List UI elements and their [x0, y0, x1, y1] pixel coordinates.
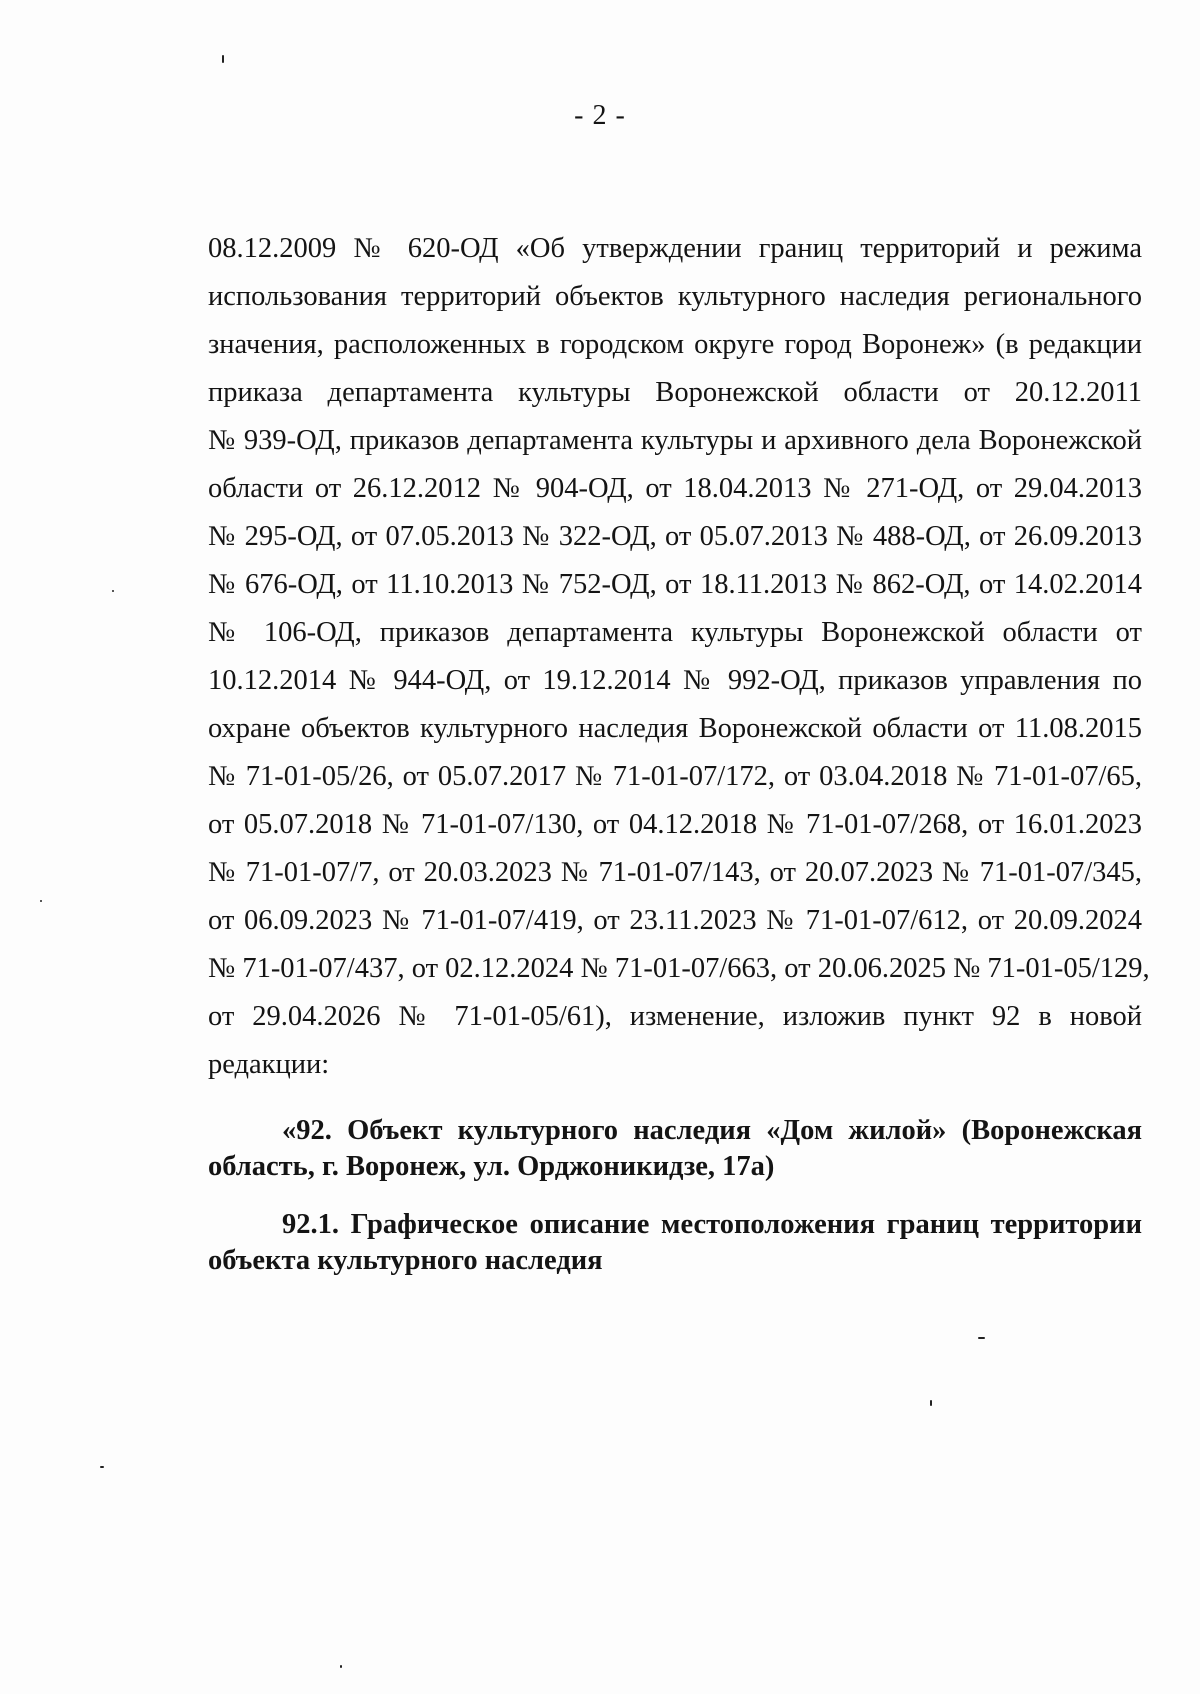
scan-speck [930, 1400, 932, 1406]
heading-line: объекта культурного наследия [208, 1245, 603, 1276]
scan-speck [222, 55, 224, 63]
body-line: № 106-ОД, приказов департамента культуры Воронежской области от [208, 617, 1142, 648]
body-line: приказа департамента культуры Воронежской области от 20.12.2011 [208, 377, 1142, 408]
section-heading-92-1 [208, 1207, 1142, 1279]
scan-speck [112, 590, 114, 592]
scan-speck [978, 1337, 985, 1339]
body-line: значения, расположенных в городском округе город Воронеж» (в редакции [208, 329, 1142, 360]
heading-line: 92.1. Графическое описание местоположения границ территории [282, 1209, 1142, 1240]
scan-speck [40, 900, 42, 902]
body-line: № 71-01-07/7, от 20.03.2023 № 71-01-07/143, от 20.07.2023 № 71-01-07/345, [208, 857, 1142, 888]
scan-speck [340, 1665, 342, 1668]
body-line: № 676-ОД, от 11.10.2013 № 752-ОД, от 18.11.2013 № 862-ОД, от 14.02.2014 [208, 569, 1142, 600]
body-line: использования территорий объектов культурного наследия регионального [208, 281, 1142, 312]
scan-speck [100, 1466, 104, 1468]
body-line: № 71-01-07/437, от 02.12.2024 № 71-01-07/663, от 20.06.2025 № 71-01-05/129, [208, 953, 1150, 984]
page-number: - 2 - [574, 100, 626, 131]
body-line: редакции: [208, 1049, 330, 1080]
heading-line: область, г. Воронеж, ул. Орджоникидзе, 17а) [208, 1151, 775, 1182]
body-line: № 71-01-05/26, от 05.07.2017 № 71-01-07/172, от 03.04.2018 № 71-01-07/65, [208, 761, 1142, 792]
body-line: от 05.07.2018 № 71-01-07/130, от 04.12.2018 № 71-01-07/268, от 16.01.2023 [208, 809, 1142, 840]
body-paragraph [208, 225, 1150, 1089]
heading-line: «92. Объект культурного наследия «Дом жилой» (Воронежская [282, 1115, 1142, 1146]
section-heading-92 [208, 1113, 1142, 1185]
body-line: от 29.04.2026 № 71-01-05/61), изменение, изложив пункт 92 в новой [208, 1001, 1142, 1032]
body-line: от 06.09.2023 № 71-01-07/419, от 23.11.2023 № 71-01-07/612, от 20.09.2024 [208, 905, 1142, 936]
body-line: № 939-ОД, приказов департамента культуры и архивного дела Воронежской [208, 425, 1142, 456]
body-line: № 295-ОД, от 07.05.2013 № 322-ОД, от 05.07.2013 № 488-ОД, от 26.09.2013 [208, 521, 1142, 552]
body-line: охране объектов культурного наследия Воронежской области от 11.08.2015 [208, 713, 1142, 744]
body-line: 08.12.2009 № 620-ОД «Об утверждении границ территорий и режима [208, 233, 1142, 264]
body-line: 10.12.2014 № 944-ОД, от 19.12.2014 № 992-ОД, приказов управления по [208, 665, 1142, 696]
body-line: области от 26.12.2012 № 904-ОД, от 18.04.2013 № 271-ОД, от 29.04.2013 [208, 473, 1142, 504]
